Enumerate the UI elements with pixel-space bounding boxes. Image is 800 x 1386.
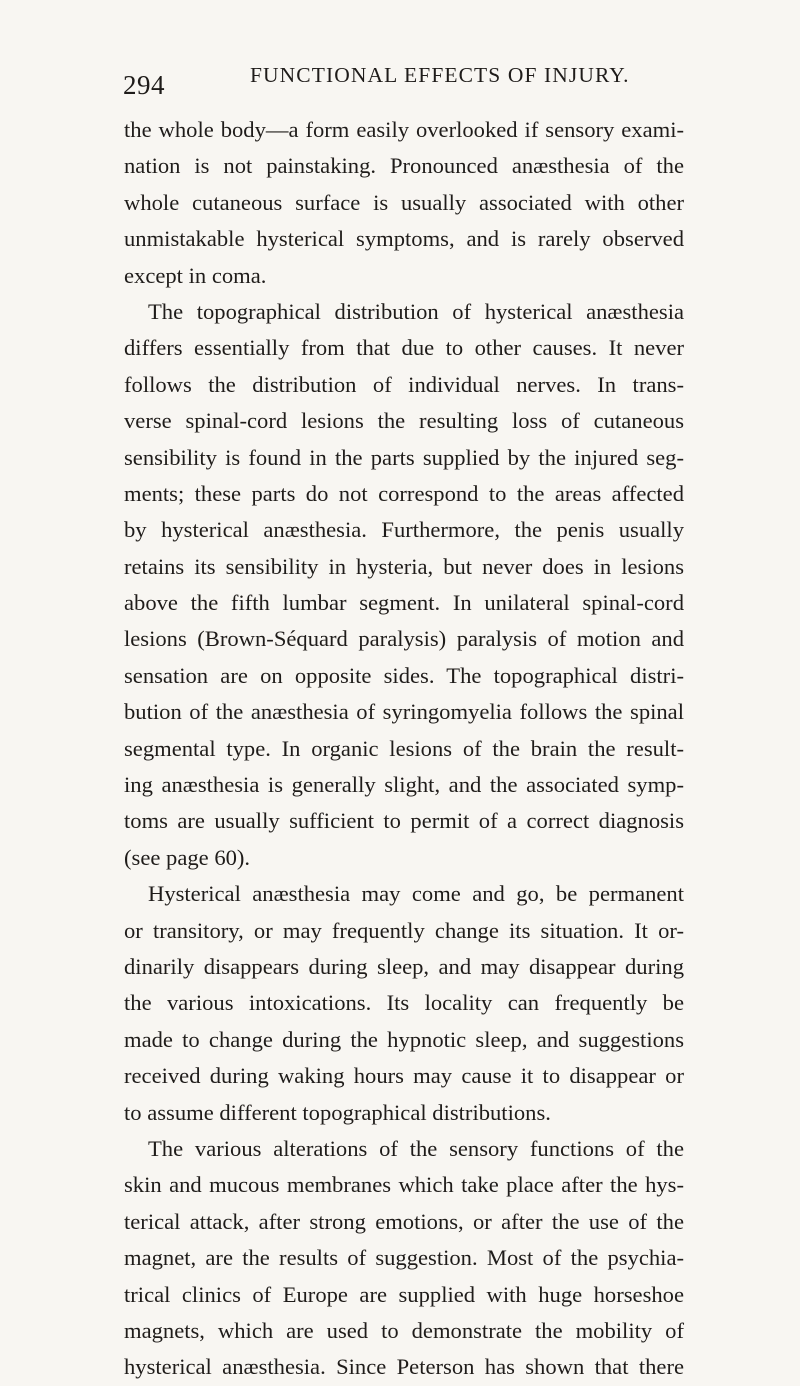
text-line: lesions (Brown-Séquard paralysis) paralysis of motion and bbox=[124, 626, 684, 652]
text-line: The topographical distribution of hysterical anæsthesia bbox=[148, 298, 684, 324]
text-line: to assume different topographical distributions. bbox=[124, 1099, 551, 1125]
text-line: skin and mucous membranes which take place after the hys- bbox=[124, 1172, 684, 1198]
text-line: dinarily disappears during sleep, and may disappear during bbox=[124, 953, 684, 979]
running-head: FUNCTIONAL EFFECTS OF INJURY. bbox=[250, 63, 630, 87]
text-line: received during waking hours may cause it to disappear or bbox=[124, 1063, 684, 1089]
text-line: sensibility is found in the parts supplied by the injured seg- bbox=[124, 444, 684, 470]
text-line: unmistakable hysterical symptoms, and is rarely observed bbox=[124, 226, 684, 252]
text-line: ments; these parts do not correspond to the areas affected bbox=[124, 480, 684, 506]
text-line: magnet, are the results of suggestion. Most of the psychia- bbox=[124, 1245, 684, 1271]
text-line: the whole body—a form easily overlooked if sensory exami- bbox=[124, 117, 684, 142]
text-line: or transitory, or may frequently change its situation. It or- bbox=[124, 917, 684, 943]
text-line: terical attack, after strong emotions, or after the use of the bbox=[124, 1208, 684, 1234]
text-line: differs essentially from that due to other causes. It never bbox=[124, 335, 684, 361]
text-line: magnets, which are used to demonstrate the mobility of bbox=[124, 1317, 684, 1343]
text-line: except in coma. bbox=[124, 262, 267, 288]
text-line: by hysterical anæsthesia. Furthermore, the penis usually bbox=[124, 517, 684, 543]
text-line: sensation are on opposite sides. The topographical distri- bbox=[124, 662, 684, 688]
text-line: bution of the anæsthesia of syringomyelia follows the spinal bbox=[124, 699, 684, 725]
body-text bbox=[124, 112, 684, 1386]
text-line: follows the distribution of individual nerves. In trans- bbox=[124, 371, 684, 397]
text-line: toms are usually sufficient to permit of a correct diagnosis bbox=[124, 808, 684, 834]
text-line: the various intoxications. Its locality can frequently be bbox=[124, 990, 684, 1016]
text-line: hysterical anæsthesia. Since Peterson has shown that there bbox=[124, 1354, 684, 1380]
text-line: retains its sensibility in hysteria, but never does in lesions bbox=[124, 553, 684, 579]
text-line: ing anæsthesia is generally slight, and the associated symp- bbox=[124, 772, 684, 798]
text-line: above the fifth lumbar segment. In unilateral spinal-cord bbox=[124, 590, 684, 616]
text-line: trical clinics of Europe are supplied with huge horseshoe bbox=[124, 1281, 684, 1307]
page-number: 294 bbox=[123, 70, 165, 100]
text-line: made to change during the hypnotic sleep, and suggestions bbox=[124, 1026, 684, 1052]
text-line: The various alterations of the sensory functions of the bbox=[148, 1135, 684, 1161]
text-line: (see page 60). bbox=[124, 844, 251, 870]
text-line: Hysterical anæsthesia may come and go, be permanent bbox=[148, 881, 684, 907]
text-line: segmental type. In organic lesions of the brain the result- bbox=[124, 735, 684, 761]
text-line: nation is not painstaking. Pronounced anæsthesia of the bbox=[124, 153, 684, 179]
text-line: verse spinal-cord lesions the resulting loss of cutaneous bbox=[124, 408, 684, 434]
text-line: whole cutaneous surface is usually associated with other bbox=[124, 189, 684, 215]
